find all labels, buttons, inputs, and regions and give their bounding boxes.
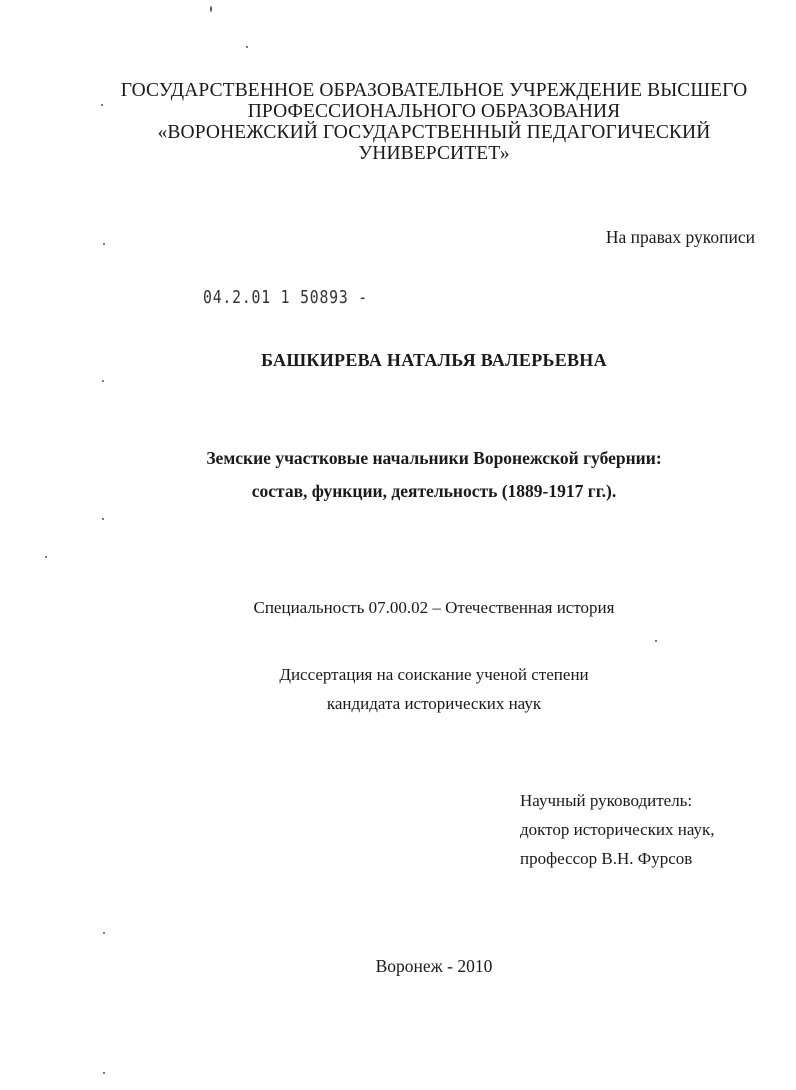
institution-line: ПРОФЕССИОНАЛЬНОГО ОБРАЗОВАНИЯ [247,101,621,122]
institution-line: «ВОРОНЕЖСКИЙ ГОСУДАРСТВЕННЫЙ ПЕДАГОГИЧЕСКИЙ [157,122,711,143]
scan-speck [210,6,212,12]
scan-speck [103,1072,105,1074]
city-year: Воронеж - 2010 [375,956,493,976]
degree-statement [0,660,796,718]
scan-speck [101,104,103,106]
title-line: состав, функции, деятельность (1889-1917 гг.). [251,481,617,501]
specialty: Специальность 07.00.02 – Отечественная история [253,598,615,617]
institution-line: УНИВЕРСИТЕТ» [358,143,510,164]
institution-name [0,80,796,164]
supervisor-line: Научный руководитель: [520,791,693,810]
author-name: БАШКИРЕВА НАТАЛЬЯ ВАЛЕРЬЕВНА [261,350,607,370]
scan-speck [655,640,657,642]
degree-line: кандидата исторических наук [326,694,542,713]
scan-speck [246,46,248,48]
archive-code: 04.2.01 1 50893 - [203,287,369,308]
supervisor-line: профессор В.Н. Фурсов [520,849,693,868]
scan-speck [45,556,47,558]
scan-speck [102,380,104,382]
scan-speck [103,932,105,934]
dissertation-title [0,442,796,508]
manuscript-note: На правах рукописи [605,227,755,247]
supervisor-block [520,786,715,873]
institution-line: ГОСУДАРСТВЕННОЕ ОБРАЗОВАТЕЛЬНОЕ УЧРЕЖДЕНИЕ ВЫСШЕГО [120,80,748,101]
supervisor-line: доктор исторических наук, [520,820,715,839]
degree-line: Диссертация на соискание ученой степени [279,665,589,684]
scan-speck [103,243,105,245]
title-line: Земские участковые начальники Воронежской губернии: [206,448,662,468]
scan-speck [102,518,104,520]
